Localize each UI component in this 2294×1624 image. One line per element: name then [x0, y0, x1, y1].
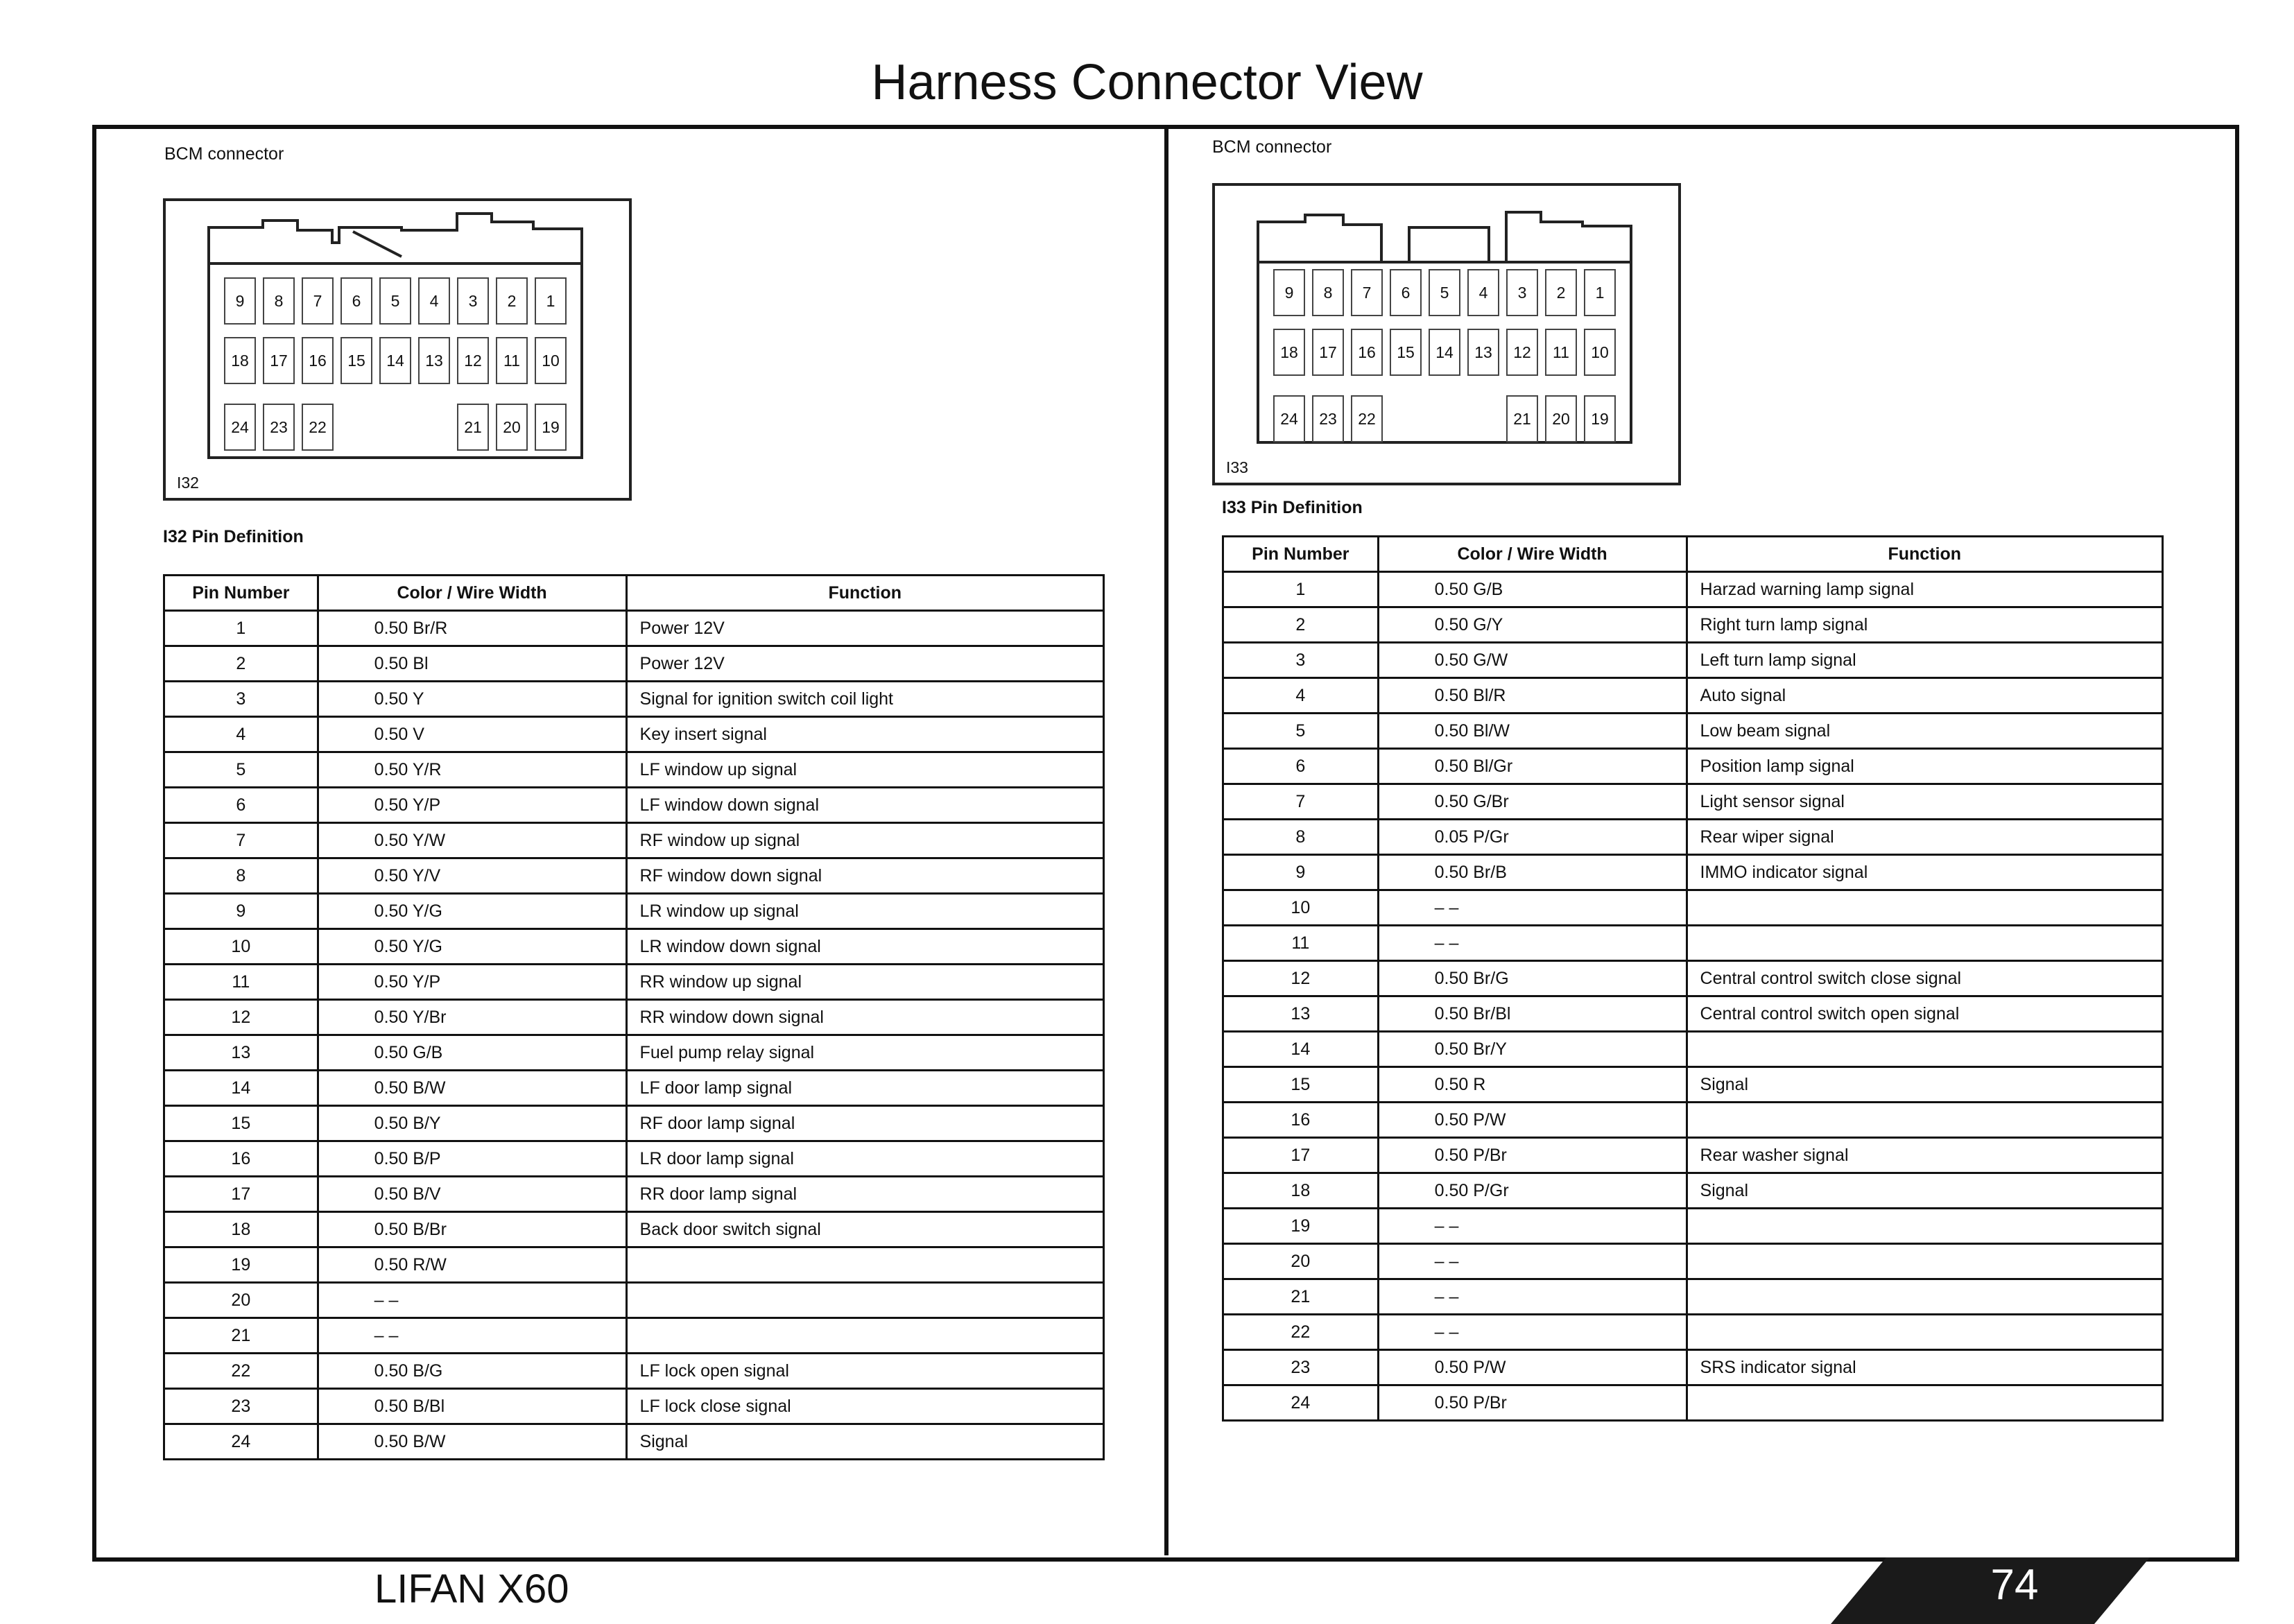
wire-color-cell: 0.50 B/W [318, 1071, 626, 1106]
function-cell: LR window down signal [626, 929, 1103, 965]
left-pin-11: 11 [496, 337, 528, 384]
wire-color-cell: – – [1378, 926, 1687, 961]
pin-number-cell: 4 [164, 717, 318, 752]
table-row [1223, 607, 2163, 643]
table-row [1223, 926, 2163, 961]
function-cell: Rear washer signal [1687, 1138, 2162, 1173]
right-pin-16: 16 [1351, 329, 1383, 376]
function-cell [1687, 1032, 2162, 1067]
left-connector-id: I32 [177, 474, 199, 492]
wire-color-cell: 0.50 Br/R [318, 611, 626, 646]
function-cell [626, 1247, 1103, 1283]
right-header-function: Function [1687, 537, 2162, 572]
pin-number-cell: 19 [164, 1247, 318, 1283]
function-cell: Key insert signal [626, 717, 1103, 752]
wire-color-cell: 0.50 Y/V [318, 858, 626, 894]
wire-color-cell: 0.50 P/W [1378, 1103, 1687, 1138]
pin-number-cell: 18 [1223, 1173, 1379, 1209]
function-cell: LR door lamp signal [626, 1141, 1103, 1177]
function-cell: IMMO indicator signal [1687, 855, 2162, 890]
pin-number-cell: 13 [164, 1035, 318, 1071]
function-cell: LF window down signal [626, 788, 1103, 823]
pin-number-cell: 8 [1223, 820, 1379, 855]
table-row [164, 788, 1104, 823]
left-pin-4: 4 [418, 277, 450, 325]
function-cell: LF door lamp signal [626, 1071, 1103, 1106]
table-row [1223, 890, 2163, 926]
table-row [1223, 1173, 2163, 1209]
table-row [164, 1212, 1104, 1247]
table-row [164, 929, 1104, 965]
left-connector-diagram [163, 198, 632, 501]
table-row [164, 823, 1104, 858]
table-row [164, 1000, 1104, 1035]
wire-color-cell: – – [1378, 1279, 1687, 1315]
table-row [1223, 749, 2163, 784]
right-pin-21: 21 [1506, 395, 1538, 442]
left-pin-1: 1 [535, 277, 567, 325]
function-cell: Signal [1687, 1173, 2162, 1209]
left-pin-10: 10 [535, 337, 567, 384]
pin-number-cell: 23 [1223, 1350, 1379, 1385]
pin-number-cell: 8 [164, 858, 318, 894]
wire-color-cell: 0.50 B/Bl [318, 1389, 626, 1424]
table-row [164, 894, 1104, 929]
function-cell [1687, 1315, 2162, 1350]
function-cell: Signal for ignition switch coil light [626, 682, 1103, 717]
table-row [1223, 1315, 2163, 1350]
table-row [164, 682, 1104, 717]
left-pin-6: 6 [340, 277, 372, 325]
wire-color-cell: 0.50 G/W [1378, 643, 1687, 678]
pin-number-cell: 24 [1223, 1385, 1379, 1421]
function-cell: Central control switch close signal [1687, 961, 2162, 996]
pin-number-cell: 12 [1223, 961, 1379, 996]
table-row [1223, 1103, 2163, 1138]
left-pin-19: 19 [535, 404, 567, 451]
right-pin-19: 19 [1584, 395, 1616, 442]
pin-number-cell: 21 [1223, 1279, 1379, 1315]
wire-color-cell: 0.50 Bl/R [1378, 678, 1687, 714]
wire-color-cell: 0.50 Br/Y [1378, 1032, 1687, 1067]
wire-color-cell: – – [1378, 1209, 1687, 1244]
pin-number-cell: 14 [164, 1071, 318, 1106]
right-pin-12: 12 [1506, 329, 1538, 376]
right-pin-14: 14 [1429, 329, 1460, 376]
pin-number-cell: 15 [164, 1106, 318, 1141]
pin-number-cell: 22 [1223, 1315, 1379, 1350]
wire-color-cell: 0.50 Y/G [318, 894, 626, 929]
wire-color-cell: 0.50 Br/Bl [1378, 996, 1687, 1032]
function-cell: Right turn lamp signal [1687, 607, 2162, 643]
table-row [164, 717, 1104, 752]
function-cell: SRS indicator signal [1687, 1350, 2162, 1385]
function-cell: RR door lamp signal [626, 1177, 1103, 1212]
pin-number-cell: 12 [164, 1000, 318, 1035]
pin-number-cell: 10 [1223, 890, 1379, 926]
pin-number-cell: 19 [1223, 1209, 1379, 1244]
wire-color-cell: 0.50 Y/R [318, 752, 626, 788]
left-pin-24: 24 [224, 404, 256, 451]
right-header-pin: Pin Number [1223, 537, 1379, 572]
table-row [164, 858, 1104, 894]
function-cell: RF window down signal [626, 858, 1103, 894]
right-connector-id: I33 [1226, 458, 1248, 476]
pin-number-cell: 14 [1223, 1032, 1379, 1067]
function-cell: Position lamp signal [1687, 749, 2162, 784]
table-row [1223, 714, 2163, 749]
left-pin-23: 23 [263, 404, 295, 451]
right-pin-24: 24 [1273, 395, 1305, 442]
wire-color-cell: 0.05 P/Gr [1378, 820, 1687, 855]
wire-color-cell: – – [1378, 890, 1687, 926]
right-pin-15: 15 [1390, 329, 1422, 376]
function-cell [1687, 1209, 2162, 1244]
wire-color-cell: – – [1378, 1315, 1687, 1350]
left-pin-8: 8 [263, 277, 295, 325]
wire-color-cell: 0.50 B/Br [318, 1212, 626, 1247]
table-row [164, 1035, 1104, 1071]
pin-number-cell: 20 [1223, 1244, 1379, 1279]
left-pin-16: 16 [302, 337, 334, 384]
left-connector-label: BCM connector [164, 144, 284, 164]
table-row [164, 1247, 1104, 1283]
function-cell: Rear wiper signal [1687, 820, 2162, 855]
pin-number-cell: 18 [164, 1212, 318, 1247]
wire-color-cell: 0.50 G/B [1378, 572, 1687, 607]
wire-color-cell: 0.50 Y/P [318, 965, 626, 1000]
left-pin-14: 14 [379, 337, 411, 384]
table-row [164, 1141, 1104, 1177]
right-pin-17: 17 [1312, 329, 1344, 376]
right-pin-20: 20 [1545, 395, 1577, 442]
function-cell: Auto signal [1687, 678, 2162, 714]
table-row [1223, 1279, 2163, 1315]
table-row [164, 1354, 1104, 1389]
table-row [1223, 643, 2163, 678]
left-pin-13: 13 [418, 337, 450, 384]
model-name: LIFAN X60 [374, 1566, 569, 1612]
wire-color-cell: – – [1378, 1244, 1687, 1279]
right-pin-11: 11 [1545, 329, 1577, 376]
left-pin-table [163, 574, 1105, 1460]
table-row [1223, 572, 2163, 607]
pin-number-cell: 24 [164, 1424, 318, 1460]
function-cell: RF window up signal [626, 823, 1103, 858]
wire-color-cell: 0.50 B/Y [318, 1106, 626, 1141]
left-pin-22: 22 [302, 404, 334, 451]
pin-number-cell: 9 [1223, 855, 1379, 890]
right-pin-5: 5 [1429, 269, 1460, 316]
table-row [1223, 820, 2163, 855]
wire-color-cell: 0.50 Bl [318, 646, 626, 682]
wire-color-cell: 0.50 G/Y [1378, 607, 1687, 643]
function-cell [1687, 1279, 2162, 1315]
pin-number-cell: 7 [164, 823, 318, 858]
function-cell [1687, 1244, 2162, 1279]
table-row [164, 1424, 1104, 1460]
function-cell: Power 12V [626, 611, 1103, 646]
function-cell: Left turn lamp signal [1687, 643, 2162, 678]
wire-color-cell: 0.50 R/W [318, 1247, 626, 1283]
function-cell [626, 1283, 1103, 1318]
function-cell [626, 1318, 1103, 1354]
right-pin-4: 4 [1467, 269, 1499, 316]
wire-color-cell: 0.50 B/V [318, 1177, 626, 1212]
table-row [1223, 855, 2163, 890]
wire-color-cell: 0.50 P/Br [1378, 1385, 1687, 1421]
left-table-caption: I32 Pin Definition [163, 527, 304, 546]
pin-number-cell: 6 [1223, 749, 1379, 784]
pin-number-cell: 6 [164, 788, 318, 823]
function-cell: Central control switch open signal [1687, 996, 2162, 1032]
table-row [1223, 961, 2163, 996]
pin-number-cell: 5 [1223, 714, 1379, 749]
function-cell [1687, 926, 2162, 961]
table-row [1223, 1032, 2163, 1067]
table-row [1223, 1350, 2163, 1385]
right-pin-2: 2 [1545, 269, 1577, 316]
left-pin-15: 15 [340, 337, 372, 384]
wire-color-cell: 0.50 G/Br [1378, 784, 1687, 820]
pin-number-cell: 11 [1223, 926, 1379, 961]
left-pin-20: 20 [496, 404, 528, 451]
wire-color-cell: 0.50 Br/B [1378, 855, 1687, 890]
wire-color-cell: 0.50 Y [318, 682, 626, 717]
function-cell: Signal [1687, 1067, 2162, 1103]
left-pin-21: 21 [457, 404, 489, 451]
wire-color-cell: 0.50 Bl/W [1378, 714, 1687, 749]
right-pin-13: 13 [1467, 329, 1499, 376]
pin-number-cell: 11 [164, 965, 318, 1000]
function-cell: Signal [626, 1424, 1103, 1460]
function-cell [1687, 1385, 2162, 1421]
pin-number-cell: 4 [1223, 678, 1379, 714]
pin-number-cell: 16 [164, 1141, 318, 1177]
right-pin-22: 22 [1351, 395, 1383, 442]
left-pin-7: 7 [302, 277, 334, 325]
pin-number-cell: 2 [1223, 607, 1379, 643]
left-header-pin: Pin Number [164, 576, 318, 611]
right-pin-23: 23 [1312, 395, 1344, 442]
wire-color-cell: 0.50 B/P [318, 1141, 626, 1177]
table-row [164, 1283, 1104, 1318]
function-cell: LF lock close signal [626, 1389, 1103, 1424]
pin-number-cell: 1 [1223, 572, 1379, 607]
wire-color-cell: 0.50 G/B [318, 1035, 626, 1071]
function-cell: Power 12V [626, 646, 1103, 682]
wire-color-cell: 0.50 P/W [1378, 1350, 1687, 1385]
pin-number-cell: 7 [1223, 784, 1379, 820]
wire-color-cell: 0.50 Y/G [318, 929, 626, 965]
pin-number-cell: 3 [164, 682, 318, 717]
right-pin-9: 9 [1273, 269, 1305, 316]
right-header-color: Color / Wire Width [1378, 537, 1687, 572]
left-pin-5: 5 [379, 277, 411, 325]
table-row [1223, 1244, 2163, 1279]
function-cell: Harzad warning lamp signal [1687, 572, 2162, 607]
table-row [1223, 1209, 2163, 1244]
right-pin-6: 6 [1390, 269, 1422, 316]
right-pin-3: 3 [1506, 269, 1538, 316]
function-cell: RR window up signal [626, 965, 1103, 1000]
pin-number-cell: 3 [1223, 643, 1379, 678]
right-pin-10: 10 [1584, 329, 1616, 376]
table-row [1223, 678, 2163, 714]
wire-color-cell: 0.50 R [1378, 1067, 1687, 1103]
wire-color-cell: 0.50 Y/Br [318, 1000, 626, 1035]
wire-color-cell: 0.50 B/G [318, 1354, 626, 1389]
function-cell: LF lock open signal [626, 1354, 1103, 1389]
wire-color-cell: 0.50 Y/W [318, 823, 626, 858]
table-row [1223, 1067, 2163, 1103]
wire-color-cell: 0.50 Bl/Gr [1378, 749, 1687, 784]
pin-number-cell: 10 [164, 929, 318, 965]
function-cell: LF window up signal [626, 752, 1103, 788]
function-cell: Fuel pump relay signal [626, 1035, 1103, 1071]
table-row [164, 646, 1104, 682]
left-pin-18: 18 [224, 337, 256, 384]
wire-color-cell: 0.50 P/Br [1378, 1138, 1687, 1173]
wire-color-cell: – – [318, 1318, 626, 1354]
pin-number-cell: 9 [164, 894, 318, 929]
wire-color-cell: 0.50 P/Gr [1378, 1173, 1687, 1209]
table-row [164, 965, 1104, 1000]
function-cell: RR window down signal [626, 1000, 1103, 1035]
table-row [164, 1177, 1104, 1212]
right-pin-1: 1 [1584, 269, 1616, 316]
page-number: 74 [1990, 1561, 2039, 1609]
left-pin-9: 9 [224, 277, 256, 325]
pin-number-cell: 15 [1223, 1067, 1379, 1103]
left-header-color: Color / Wire Width [318, 576, 626, 611]
pin-number-cell: 2 [164, 646, 318, 682]
wire-color-cell: 0.50 Y/P [318, 788, 626, 823]
table-row [164, 1071, 1104, 1106]
function-cell [1687, 1103, 2162, 1138]
pin-number-cell: 1 [164, 611, 318, 646]
left-pin-2: 2 [496, 277, 528, 325]
pin-number-cell: 20 [164, 1283, 318, 1318]
page-title: Harness Connector View [871, 55, 1423, 110]
wire-color-cell: – – [318, 1283, 626, 1318]
left-pin-12: 12 [457, 337, 489, 384]
function-cell: Back door switch signal [626, 1212, 1103, 1247]
pin-number-cell: 17 [1223, 1138, 1379, 1173]
table-row [164, 1318, 1104, 1354]
center-divider [1164, 127, 1168, 1555]
right-pin-7: 7 [1351, 269, 1383, 316]
table-row [164, 1389, 1104, 1424]
table-row [1223, 784, 2163, 820]
table-row [164, 752, 1104, 788]
table-row [1223, 1385, 2163, 1421]
right-connector-label: BCM connector [1212, 137, 1332, 157]
pin-number-cell: 16 [1223, 1103, 1379, 1138]
pin-number-cell: 5 [164, 752, 318, 788]
function-cell: Light sensor signal [1687, 784, 2162, 820]
pin-number-cell: 23 [164, 1389, 318, 1424]
table-row [1223, 1138, 2163, 1173]
function-cell: Low beam signal [1687, 714, 2162, 749]
function-cell [1687, 890, 2162, 926]
table-row [164, 1106, 1104, 1141]
pin-number-cell: 21 [164, 1318, 318, 1354]
right-pin-table [1222, 535, 2164, 1422]
right-table-caption: I33 Pin Definition [1222, 498, 1363, 517]
left-header-function: Function [626, 576, 1103, 611]
table-row [1223, 996, 2163, 1032]
wire-color-cell: 0.50 B/W [318, 1424, 626, 1460]
left-pin-17: 17 [263, 337, 295, 384]
right-pin-18: 18 [1273, 329, 1305, 376]
pin-number-cell: 13 [1223, 996, 1379, 1032]
wire-color-cell: 0.50 Br/G [1378, 961, 1687, 996]
left-pin-3: 3 [457, 277, 489, 325]
right-pin-8: 8 [1312, 269, 1344, 316]
function-cell: LR window up signal [626, 894, 1103, 929]
right-connector-diagram [1212, 183, 1681, 485]
wire-color-cell: 0.50 V [318, 717, 626, 752]
pin-number-cell: 17 [164, 1177, 318, 1212]
pin-number-cell: 22 [164, 1354, 318, 1389]
function-cell: RF door lamp signal [626, 1106, 1103, 1141]
table-row [164, 611, 1104, 646]
